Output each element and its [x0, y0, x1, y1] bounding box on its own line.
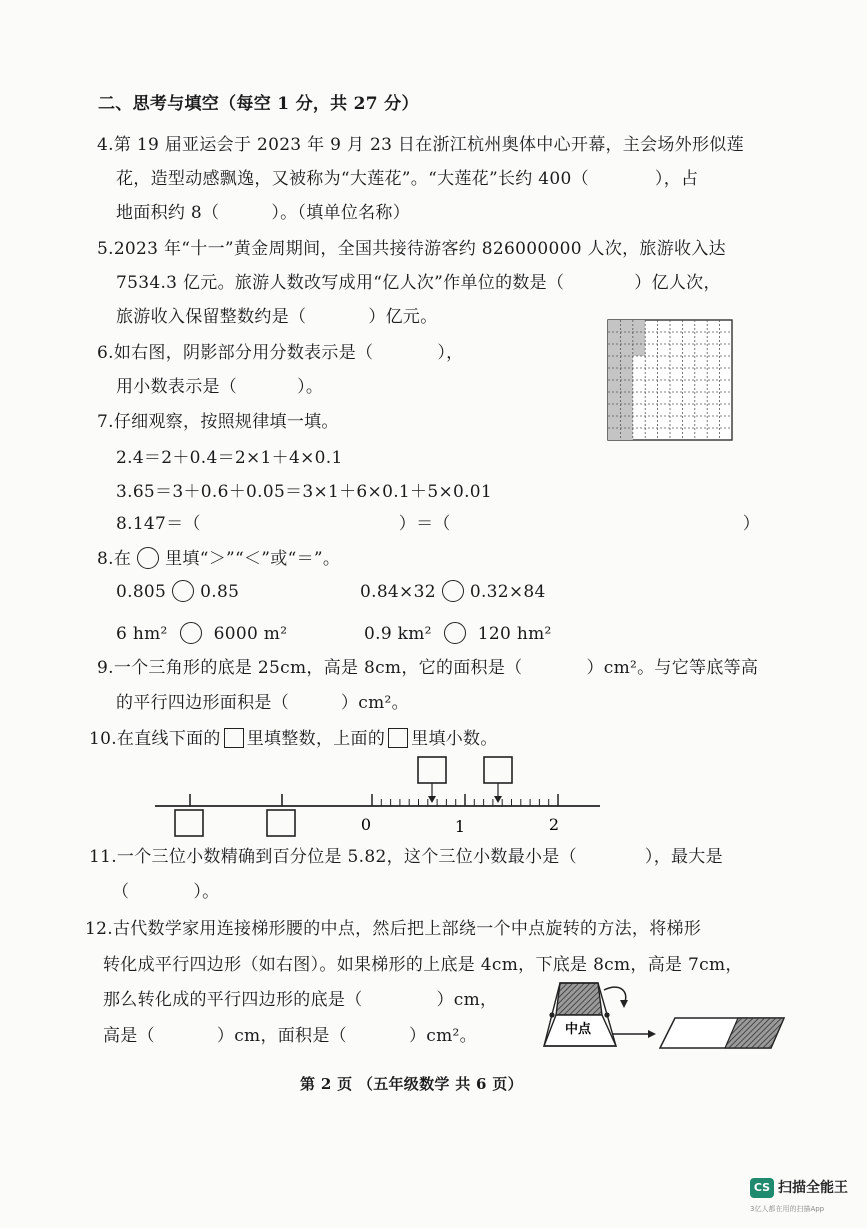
- cs-logo: CS: [750, 1178, 774, 1198]
- q8-title: [97, 547, 340, 571]
- midpoint-dot: [604, 1012, 609, 1017]
- compare-circle[interactable]: [442, 580, 464, 602]
- q4-line3-end: ）。（填单位名称）: [271, 203, 411, 223]
- decimal-answer-box[interactable]: [418, 757, 446, 783]
- q11-line2: [112, 880, 219, 904]
- q6-line2: [116, 375, 323, 399]
- q9-line1: [97, 656, 758, 680]
- q11-line2-text: （: [112, 882, 130, 902]
- q9-line2-text: 的平行四边形面积是（: [116, 693, 289, 713]
- q5-line1: 5.2023 年“十一”黄金周期间，全国共接待游客约 826000000 人次，旅游收入达: [97, 239, 726, 259]
- q10-text: 里填整数，上面的: [246, 729, 386, 749]
- shaded-cell: [608, 416, 620, 428]
- shaded-cell: [620, 368, 632, 380]
- q7-question-mid: ）＝（: [398, 514, 451, 534]
- q12-line4-mid: ）cm，面积是（: [216, 1026, 347, 1046]
- shaded-cell: [633, 332, 645, 344]
- shaded-cell: [620, 344, 632, 356]
- transform-arrow-head-icon: [648, 1030, 656, 1038]
- shaded-cell: [620, 392, 632, 404]
- shaded-cell: [608, 380, 620, 392]
- q7-question-end: ）: [742, 514, 760, 534]
- tick-label-0: 0: [360, 815, 372, 834]
- q8-item-1: [116, 580, 239, 604]
- q4-line2-text: 花，造型动感飘逸，又被称为“大莲花”。“大莲花”长约 400（: [116, 169, 589, 189]
- q10-text: 里填小数。: [411, 729, 498, 749]
- shaded-cell: [608, 368, 620, 380]
- shaded-cell: [608, 356, 620, 368]
- q7-question-text: 8.147＝（: [116, 514, 201, 534]
- q8-left-value: 6 hm²: [116, 624, 168, 644]
- hundred-grid-figure: [607, 319, 733, 441]
- q5-line3-text: 旅游收入保留整数约是（: [116, 307, 307, 327]
- shaded-cell: [608, 392, 620, 404]
- q12-line4: [103, 1024, 477, 1048]
- number-line-figure: [150, 754, 605, 838]
- q8-left-value: 0.84×32: [360, 582, 436, 602]
- shaded-cell: [608, 428, 620, 440]
- q7-title: 7.仔细观察，按照规律填一填。: [97, 412, 339, 432]
- q11-line1: [89, 845, 723, 869]
- q4-line2-end: ），占: [654, 169, 699, 189]
- q4-line1: 4.第 19 届亚运会于 2023 年 9 月 23 日在浙江杭州奥体中心开幕，主会场外形似莲: [97, 135, 744, 155]
- shaded-cell: [620, 320, 632, 332]
- square-icon: [388, 728, 408, 748]
- q7-example-1: 2.4＝2＋0.4＝2×1＋4×0.1: [116, 448, 343, 468]
- shaded-cell: [608, 404, 620, 416]
- q10-text: 10.在直线下面的: [89, 729, 221, 749]
- q6-line1-end: ），: [437, 343, 464, 363]
- compare-circle[interactable]: [180, 622, 202, 644]
- shaded-cell: [620, 380, 632, 392]
- q4-line3: [116, 201, 410, 225]
- q10-title: [89, 727, 498, 751]
- q4-line2: [116, 167, 698, 191]
- shaded-cell: [608, 320, 620, 332]
- number-line-ticks: [372, 794, 558, 806]
- shaded-cell: [608, 332, 620, 344]
- shaded-cell: [608, 344, 620, 356]
- compare-circle[interactable]: [172, 580, 194, 602]
- q5-line3-end: ）亿元。: [368, 307, 438, 327]
- q8-right-value: 0.32×84: [469, 582, 546, 602]
- q12-line1: 12.古代数学家用连接梯形腰的中点，然后把上部绕一个中点旋转的方法，将梯形: [85, 919, 702, 939]
- q9-line1-text: 9.一个三角形的底是 25cm，高是 8cm，它的面积是（: [97, 658, 523, 678]
- arrow-head-icon: [494, 796, 502, 803]
- q11-line2-end: ）。: [193, 882, 220, 902]
- q7-question: [116, 512, 760, 536]
- q5-line2-text: 7534.3 亿元。旅游人数改写成用“亿人次”作单位的数是（: [116, 273, 565, 293]
- q6-line1-text: 6.如右图，阴影部分用分数表示是（: [97, 343, 374, 363]
- q9-line2: [116, 691, 409, 715]
- tick-label-2: 2: [548, 815, 560, 834]
- q8-title-text: 8.在: [97, 549, 132, 569]
- decimal-answer-box[interactable]: [484, 757, 512, 783]
- trapezoid-transform-figure: [538, 978, 788, 1054]
- midpoint-label: 中点: [564, 1022, 592, 1037]
- q8-right-value: 120 hm²: [477, 624, 552, 644]
- q12-line3: [103, 988, 497, 1012]
- shaded-cell: [633, 344, 645, 356]
- q12-line3-text: 那么转化成的平行四边形的底是（: [103, 990, 363, 1010]
- q8-item-3: [116, 622, 287, 646]
- q12-line4-end: ）cm²。: [408, 1026, 477, 1046]
- tick-label-1: 1: [454, 817, 466, 836]
- rotate-arrow-head-icon: [620, 1000, 628, 1008]
- section-title: 二、思考与填空（每空 1 分，共 27 分）: [98, 94, 419, 114]
- shaded-cell: [620, 404, 632, 416]
- shaded-cell: [620, 332, 632, 344]
- q8-left-value: 0.805: [116, 582, 167, 602]
- q11-line1-text: 11.一个三位小数精确到百分位是 5.82，这个三位小数最小是（: [89, 847, 577, 867]
- q6-line2-end: ）。: [297, 377, 324, 397]
- q8-right-value: 6000 m²: [213, 624, 288, 644]
- q12-line4-text: 高是（: [103, 1026, 155, 1046]
- q6-line2-text: 用小数表示是（: [116, 377, 238, 397]
- arrow-head-icon: [428, 796, 436, 803]
- shaded-cell: [620, 428, 632, 440]
- q8-item-4: [364, 622, 552, 646]
- shaded-cell: [633, 320, 645, 332]
- brand-tagline: 3亿人都在用的扫描App: [750, 1205, 825, 1213]
- brand-name: 扫描全能王: [778, 1180, 848, 1196]
- shaded-cell: [620, 416, 632, 428]
- q4-line3-text: 地面积约 8（: [116, 203, 220, 223]
- page-footer: 第 2 页 （五年级数学 共 6 页）: [300, 1075, 523, 1093]
- q12-line3-end: ）cm，: [436, 990, 498, 1010]
- q8-right-value: 0.85: [200, 582, 240, 602]
- shaded-cell: [620, 356, 632, 368]
- trapezoid-top-shaded: [556, 983, 602, 1015]
- q5-line2-end: ）亿人次，: [634, 273, 721, 293]
- q9-line1-end: ）cm²。与它等底等高: [586, 658, 759, 678]
- q8-item-2: [360, 580, 546, 604]
- q6-line1: [97, 341, 463, 365]
- q5-line2: [116, 271, 721, 295]
- circle-icon: [137, 547, 159, 569]
- q9-line2-end: ）cm²。: [341, 693, 409, 713]
- integer-answer-box[interactable]: [267, 810, 295, 836]
- square-icon: [224, 728, 244, 748]
- q8-left-value: 0.9 km²: [364, 624, 432, 644]
- q11-line1-end: ），最大是: [644, 847, 723, 867]
- q5-line3: [116, 305, 438, 329]
- q12-line2: 转化成平行四边形（如右图）。如果梯形的上底是 4cm，下底是 8cm，高是 7cm，: [103, 955, 743, 975]
- compare-circle[interactable]: [444, 622, 466, 644]
- integer-answer-box[interactable]: [175, 810, 203, 836]
- q7-example-2: 3.65＝3＋0.6＋0.05＝3×1＋6×0.1＋5×0.01: [116, 482, 493, 502]
- midpoint-dot: [549, 1012, 554, 1017]
- q8-title-end: 里填“＞”“＜”或“＝”。: [165, 549, 341, 569]
